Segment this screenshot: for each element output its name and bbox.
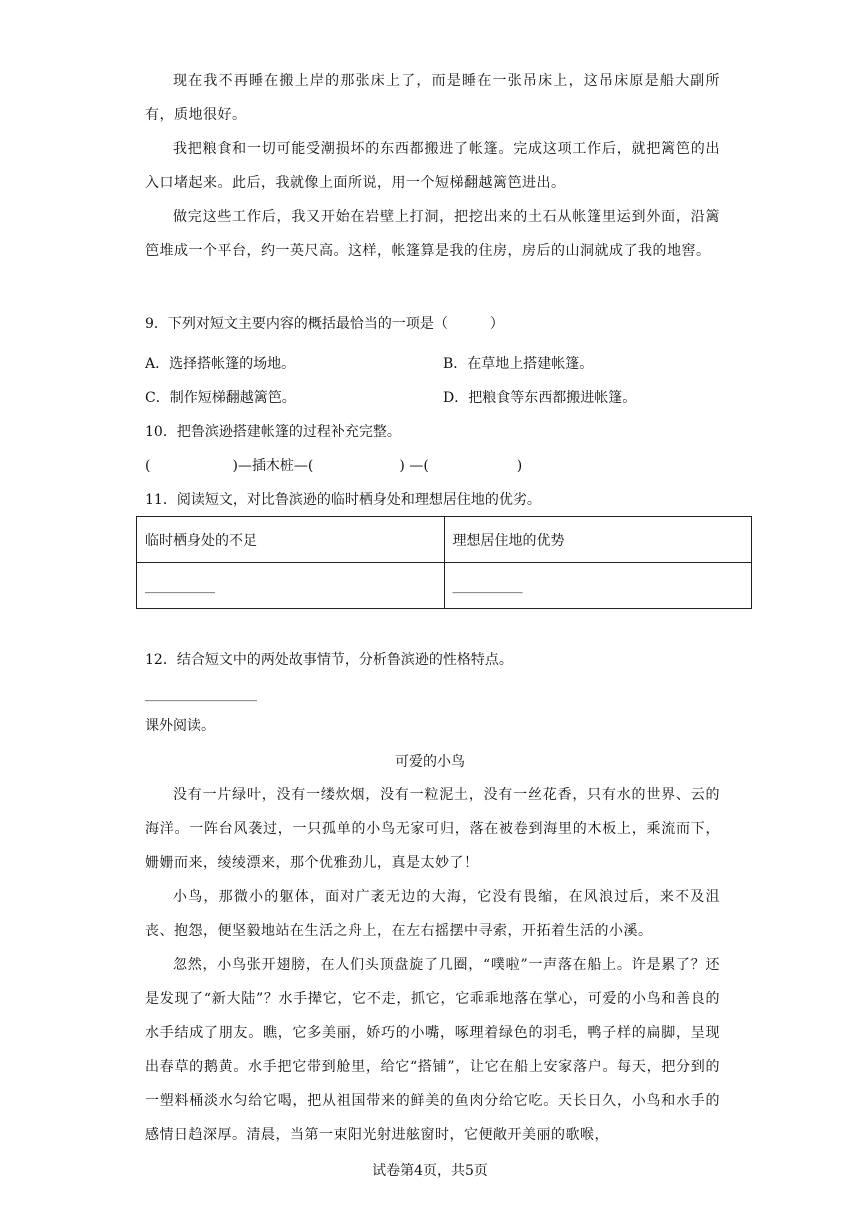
question-9-option-d: D．把粮食等东西都搬进帐篷。: [443, 390, 637, 406]
blank-3-close: ): [516, 458, 523, 474]
step-insert-stakes: —插木桩—(: [237, 458, 314, 474]
answer-cell-advantages[interactable]: __________: [444, 563, 752, 609]
comparison-table: [136, 516, 752, 609]
question-9-option-b: B．在草地上搭建帐篷。: [443, 356, 594, 372]
passage-paragraph-2: 我把粮食和一切可能受潮损坏的东西都搬进了帐篷。完成这项工作后，就把篱笆的出入口堵起来。此后，我就像上面所说，用一个短梯翻越篱笆进出。: [145, 141, 720, 191]
answer-cell-drawbacks[interactable]: __________: [137, 563, 445, 609]
question-12-stem: 12．结合短文中的两处故事情节，分析鲁滨逊的性格特点。: [145, 652, 513, 668]
header-temporary-shelter-drawbacks: 临时栖身处的不足: [137, 517, 445, 563]
header-ideal-residence-advantages: 理想居住地的优势: [444, 517, 752, 563]
passage-paragraph-1: 现在我不再睡在搬上岸的那张床上了，而是睡在一张吊床上，这吊床原是船大副所有，质地很好。: [145, 73, 720, 123]
section-label-extra-reading: 课外阅读。: [145, 718, 215, 734]
table-header-row: [137, 517, 752, 563]
question-9-stem: 9．下列对短文主要内容的概括最恰当的一项是（ ）: [145, 316, 504, 332]
page-footer: 试卷第4页，共5页: [372, 1163, 488, 1179]
question-11-stem: 11．阅读短文，对比鲁滨逊的临时栖身处和理想居住地的优劣。: [145, 492, 541, 508]
question-12-answer-line[interactable]: ________________: [145, 686, 257, 702]
question-9-option-c: C．制作短梯翻越篱笆。: [145, 390, 296, 406]
question-9-option-a: A．选择搭帐篷的场地。: [145, 356, 296, 372]
blank-1-close: ): [232, 458, 238, 474]
blank-1-open: (: [145, 458, 151, 474]
table-answer-row: [137, 563, 752, 609]
blank-3-open: —(: [404, 458, 429, 474]
reading-title: 可爱的小鸟: [395, 754, 465, 770]
reading-paragraph-1: 没有一片绿叶，没有一缕炊烟，没有一粒泥土，没有一丝花香，只有水的世界、云的海洋。一阵台风袭过，一只孤单的小鸟无家可归，落在被卷到海里的木板上，乘流而下，姗姗而来，绫绫漂来，那个优雅劲儿，真是太妙了！: [145, 787, 720, 871]
reading-paragraph-3: 忽然，小鸟张开翅膀，在人们头顶盘旋了几圈，“噗啦”一声落在船上。许是累了？还是发现了“新大陆”？水手撵它，它不走，抓它，它乖乖地落在掌心，可爱的小鸟和善良的水手结成了朋友。瞧，它多美丽，娇巧的小嘴，啄理着绿色的羽毛，鸭子样的扁脚，呈现出春草的鹅黄。水手把它带到舱里，给它“搭铺”，让它在船上安家落户。每天，把分到的一塑料桶淡水匀给它喝，把从祖国带来的鲜美的鱼肉分给它吃。天长日久，小鸟和水手的感情日趋深厚。清晨，当第一束阳光射进舷窗时，它便敞开美丽的歌喉，: [145, 957, 720, 1143]
question-10-stem: 10．把鲁滨逊搭建帐篷的过程补充完整。: [145, 424, 401, 440]
reading-paragraph-2: 小鸟，那微小的躯体，面对广袤无边的大海，它没有畏缩，在风浪过后，来不及沮丧、抱怨，便坚毅地站在生活之舟上，在左右摇摆中寻索，开拓着生活的小溪。: [145, 889, 720, 939]
passage-paragraph-3: 做完这些工作后，我又开始在岩壁上打洞，把挖出来的土石从帐篷里运到外面，沿篱笆堆成一个平台，约一英尺高。这样，帐篷算是我的住房，房后的山洞就成了我的地窖。: [145, 209, 720, 259]
blank-2-close: ): [399, 458, 405, 474]
question-10-blanks: [145, 456, 745, 476]
